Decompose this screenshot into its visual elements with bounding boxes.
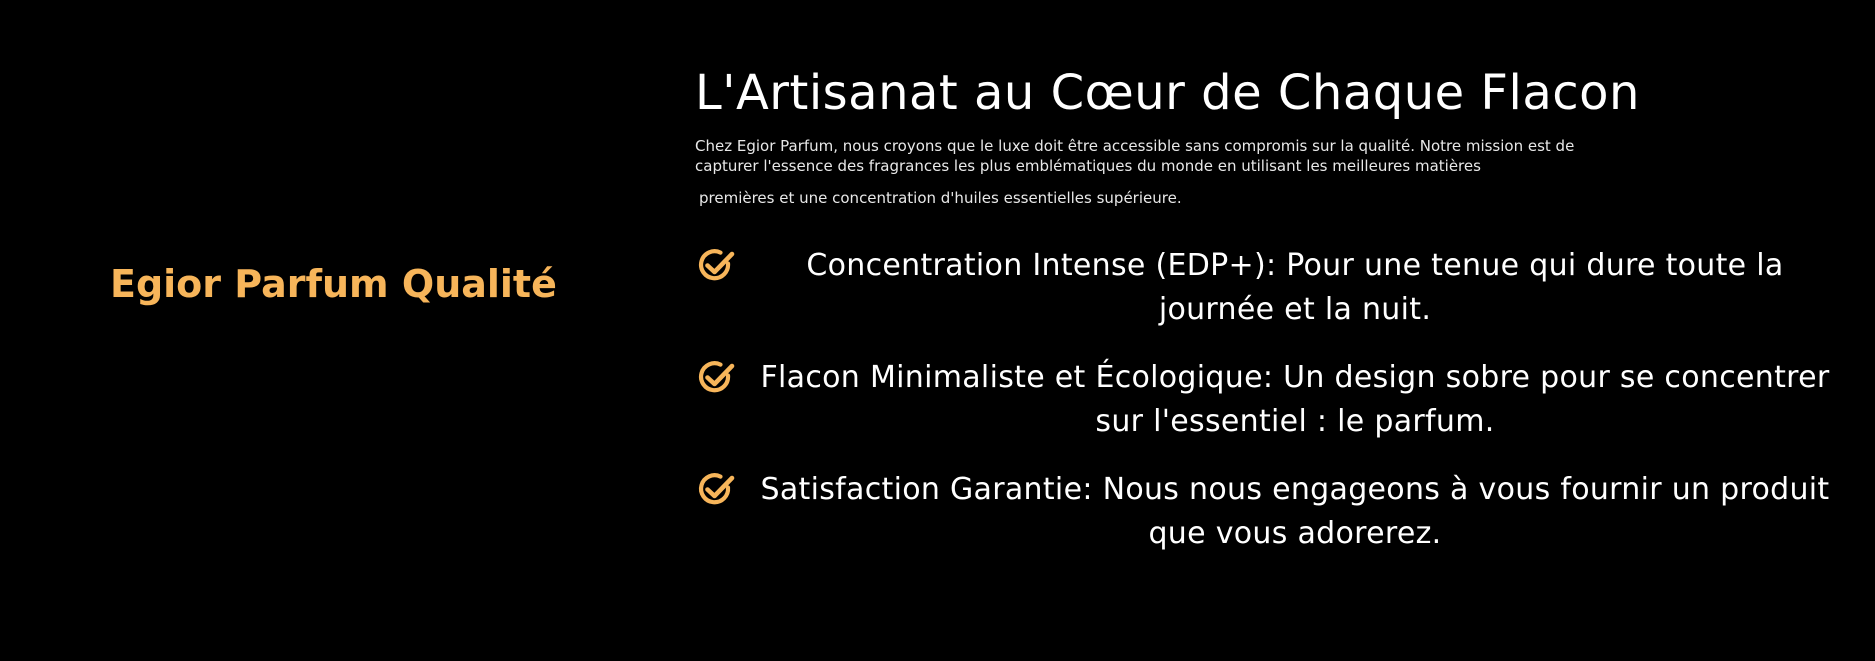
section-headline: L'Artisanat au Cœur de Chaque Flacon <box>695 65 1640 121</box>
check-circle-icon <box>695 356 739 400</box>
feature-list <box>695 244 1835 556</box>
check-circle-icon <box>695 468 739 512</box>
intro-paragraph: Chez Egior Parfum, nous croyons que le luxe doit être accessible sans compromis sur la qualité. Notre mission est de capturer l'essence des fragrances les plus emblématiques du monde en utilisant les meilleures matières <box>695 137 1575 175</box>
craftsmanship-section <box>695 56 1835 580</box>
brand-title: Egior Parfum Qualité <box>110 262 557 306</box>
feature-text: Satisfaction Garantie: Nous nous engageons à vous fournir un produit que vous adorerez. <box>760 472 1830 551</box>
check-circle-icon <box>695 244 739 288</box>
intro-paragraph-tail: premières et une concentration d'huiles essentielles supérieure. <box>699 189 1182 207</box>
feature-item-flacon <box>695 356 1835 444</box>
feature-text: Flacon Minimaliste et Écologique: Un design sobre pour se concentrer sur l'essentiel : le parfum. <box>760 360 1830 439</box>
feature-item-concentration <box>695 244 1835 332</box>
feature-text: Concentration Intense (EDP+): Pour une tenue qui dure toute la journée et la nuit. <box>806 248 1784 327</box>
feature-item-satisfaction <box>695 468 1835 556</box>
